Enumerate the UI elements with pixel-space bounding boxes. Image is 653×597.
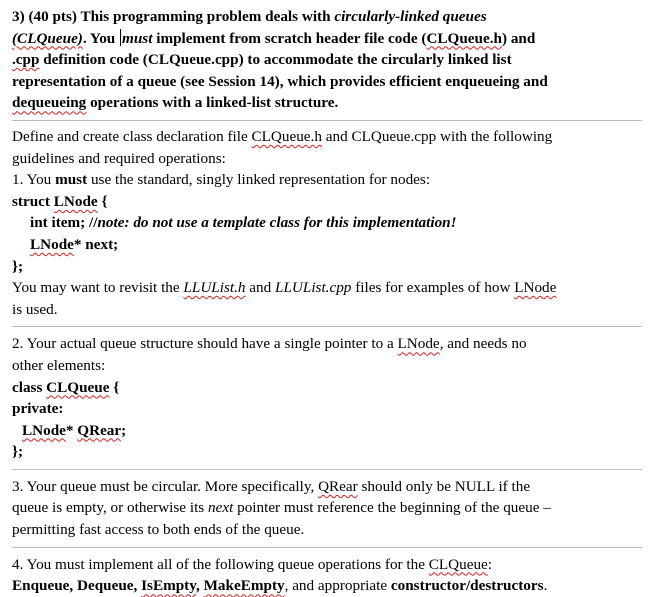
req4-line-2: Enqueue, Dequeue, IsEmpty, MakeEmpty, and appropriate constructor/destructors.: [12, 577, 548, 595]
code-next-line: LNode* next;: [30, 235, 119, 253]
req1-line-1: 1. You must use the standard, singly linked representation for nodes:: [12, 171, 431, 189]
code-private-line: private:: [12, 400, 64, 418]
code-item-line: int item; //note: do not use a template class for this implementation!: [30, 214, 457, 232]
req1-line-3: is used.: [12, 300, 58, 318]
header-line-5: dequeueing operations with a linked-list structure.: [12, 94, 339, 112]
code-struct-line: struct LNode {: [12, 192, 108, 210]
header-line-2: (CLQueue). You must implement from scratch header file code (CLQueue.h) and: [12, 29, 536, 47]
document: [12, 6, 642, 597]
req1-line-2: You may want to revisit the LLUList.h and LLUList.cpp files for examples of how LNode: [12, 279, 557, 297]
req2-line-2: other elements:: [12, 356, 106, 374]
header-line-1: 3) (40 pts) This programming problem deals with circularly-linked queues: [12, 8, 487, 25]
intro-line-2: guidelines and required operations:: [12, 149, 226, 167]
text-cursor: [120, 29, 121, 46]
code-qrear-line: LNode* QRear;: [22, 421, 127, 439]
req4-line-1: 4. You must implement all of the following queue operations for the CLQueue:: [12, 555, 493, 573]
section-4: [12, 554, 642, 597]
req3-line-3: permitting fast access to both ends of the queue.: [12, 521, 305, 539]
section-3: [12, 476, 642, 548]
header-line-4: representation of a queue (see Session 14), which provides efficient enqueueing and: [12, 72, 548, 90]
header-line-3: .cpp definition code (CLQueue.cpp) to accommodate the circularly linked list: [12, 51, 512, 69]
intro-line-1: Define and create class declaration file CLQueue.h and CLQueue.cpp with the following: [12, 127, 553, 145]
section-1: [12, 126, 642, 327]
code-class-line: class CLQueue {: [12, 378, 120, 396]
req3-line-2: queue is empty, or otherwise its next pointer must reference the beginning of the queue –: [12, 499, 551, 517]
code-class-end: };: [12, 443, 24, 461]
problem-header: [12, 6, 642, 121]
section-2: [12, 333, 642, 470]
req2-line-1: 2. Your actual queue structure should have a single pointer to a LNode, and needs no: [12, 335, 527, 353]
req3-line-1: 3. Your queue must be circular. More specifically, QRear should only be NULL if the: [12, 477, 531, 495]
code-struct-end: };: [12, 257, 24, 275]
